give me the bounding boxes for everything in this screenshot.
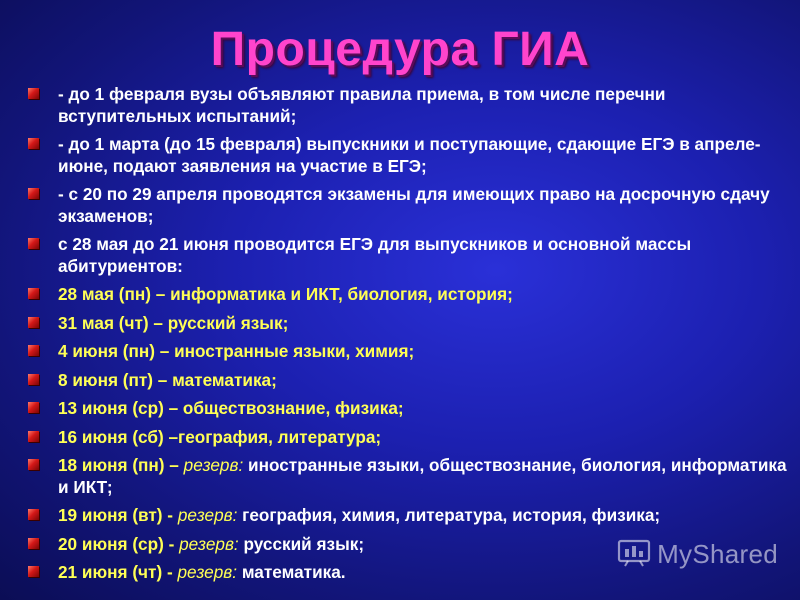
bullet-icon: [28, 509, 39, 520]
list-item: [28, 341, 788, 363]
item-date: 20 июня (ср) -: [58, 533, 180, 554]
bullet-icon: [28, 374, 39, 385]
reserve-label: резерв:: [177, 562, 238, 582]
bullet-icon: [28, 459, 39, 470]
item-text: - до 1 февраля вузы объявляют правила приема, в том числе перечни вступительных испытаний;: [58, 84, 666, 126]
bullet-icon: [28, 188, 39, 199]
item-text: 8 июня (пт) – математика;: [58, 369, 277, 390]
item-subjects: география, химия, литература, история, физика;: [237, 505, 661, 525]
reserve-label: резерв:: [183, 455, 244, 475]
watermark-text: MyShared: [657, 539, 778, 569]
list-item: [28, 370, 788, 392]
list-item: [28, 234, 788, 277]
bullet-icon: [28, 138, 39, 149]
list-item: [28, 313, 788, 335]
bullet-icon: [28, 431, 39, 442]
item-text: с 28 мая до 21 июня проводится ЕГЭ для выпускников и основной массы абитуриентов:: [58, 234, 692, 276]
item-text: - до 1 марта (до 15 февраля) выпускники и поступающие, сдающие ЕГЭ в апреле-июне, подают заявления на участие в ЕГЭ;: [58, 134, 761, 176]
bullet-list: [28, 84, 788, 591]
reserve-label: резерв:: [179, 533, 239, 554]
reserve-label: резерв:: [177, 505, 238, 525]
list-item: [28, 84, 788, 127]
bullet-icon: [28, 345, 39, 356]
item-subjects: русский язык;: [238, 533, 365, 554]
bullet-icon: [28, 288, 39, 299]
list-item: [28, 505, 788, 527]
myshared-watermark: [617, 537, 778, 572]
bullet-icon: [28, 88, 39, 99]
bullet-icon: [28, 317, 39, 328]
item-date: 21 июня (чт) -: [58, 562, 178, 582]
item-date: 19 июня (вт) -: [58, 505, 178, 525]
item-text: 4 июня (пн) – иностранные языки, химия;: [58, 341, 415, 361]
item-subjects: иностранные языки, обществознание, биология, информатика и ИКТ;: [58, 455, 787, 497]
list-item: [28, 427, 788, 449]
item-subjects: математика.: [237, 562, 346, 582]
bullet-icon: [28, 566, 39, 577]
item-text: 16 июня (сб) –география, литература;: [58, 426, 382, 447]
list-item: [28, 284, 788, 306]
item-text: 13 июня (ср) – обществознание, физика;: [58, 398, 404, 418]
bullet-icon: [28, 402, 39, 413]
item-text: - с 20 по 29 апреля проводятся экзамены для имеющих право на досрочную сдачу экзаменов;: [58, 184, 770, 226]
bullet-icon: [28, 238, 39, 249]
item-text: 31 мая (чт) – русский язык;: [58, 312, 289, 333]
list-item: [28, 134, 788, 177]
item-text: 28 мая (пн) – информатика и ИКТ, биология, история;: [58, 284, 513, 304]
myshared-logo-icon: [617, 537, 651, 572]
item-date: 18 июня (пн) –: [58, 455, 184, 475]
list-item: [28, 455, 788, 498]
list-item: [28, 184, 788, 227]
list-item: [28, 398, 788, 420]
bullet-icon: [28, 538, 39, 549]
page-title: Процедура ГИА: [210, 23, 590, 76]
